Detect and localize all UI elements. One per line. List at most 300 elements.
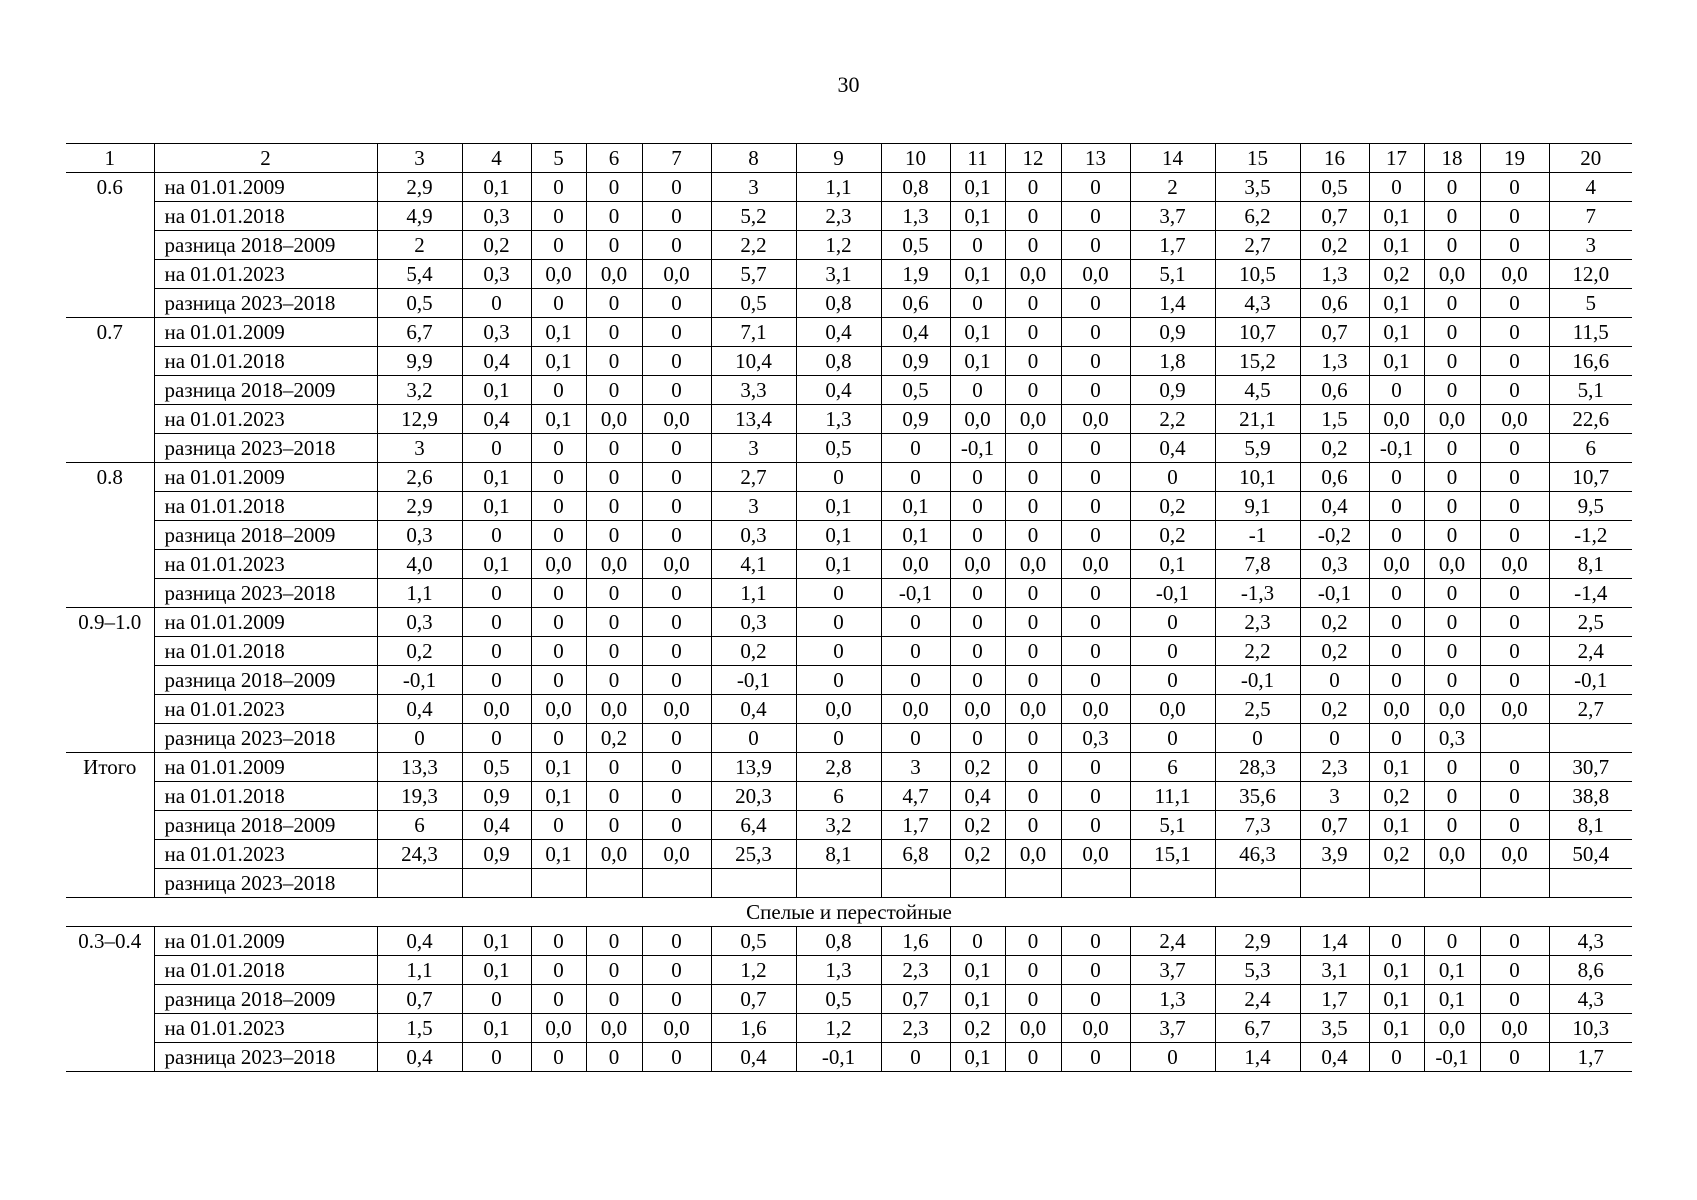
value-cell: 35,6 bbox=[1215, 782, 1300, 811]
value-cell: 0 bbox=[950, 666, 1005, 695]
value-cell: 0,2 bbox=[1300, 231, 1369, 260]
value-cell: 0 bbox=[881, 463, 950, 492]
value-cell: 0 bbox=[1424, 289, 1480, 318]
value-cell: 0,1 bbox=[796, 550, 881, 579]
value-cell: 0 bbox=[531, 202, 586, 231]
value-cell: 0 bbox=[1215, 724, 1300, 753]
value-cell: 16,6 bbox=[1549, 347, 1632, 376]
value-cell: 0 bbox=[1005, 637, 1061, 666]
value-cell: 3,7 bbox=[1130, 202, 1215, 231]
value-cell: 0 bbox=[1130, 637, 1215, 666]
value-cell: 0,3 bbox=[1300, 550, 1369, 579]
value-cell: 0,5 bbox=[796, 985, 881, 1014]
value-cell: 0 bbox=[1005, 463, 1061, 492]
value-cell: 5,3 bbox=[1215, 956, 1300, 985]
value-cell: 0 bbox=[1005, 811, 1061, 840]
value-cell: 0,0 bbox=[1005, 695, 1061, 724]
value-cell: 2 bbox=[377, 231, 462, 260]
value-cell: 0 bbox=[1005, 347, 1061, 376]
value-cell: 0,3 bbox=[711, 608, 796, 637]
value-cell: 3 bbox=[881, 753, 950, 782]
value-cell: 38,8 bbox=[1549, 782, 1632, 811]
value-cell: 2,7 bbox=[711, 463, 796, 492]
value-cell: 0 bbox=[1061, 202, 1130, 231]
value-cell: 0 bbox=[586, 521, 642, 550]
value-cell: 3 bbox=[711, 492, 796, 521]
section-row bbox=[66, 898, 1632, 927]
row-label: на 01.01.2023 bbox=[154, 550, 377, 579]
value-cell bbox=[531, 869, 586, 898]
value-cell: 0,6 bbox=[1300, 376, 1369, 405]
value-cell: 0 bbox=[586, 173, 642, 202]
value-cell: 0,0 bbox=[531, 695, 586, 724]
value-cell: 13,3 bbox=[377, 753, 462, 782]
value-cell: 0 bbox=[796, 637, 881, 666]
row-label: на 01.01.2009 bbox=[154, 608, 377, 637]
value-cell bbox=[1005, 869, 1061, 898]
value-cell: 0 bbox=[1061, 318, 1130, 347]
value-cell: 0,0 bbox=[1369, 695, 1424, 724]
density-group-label: 0.8 bbox=[66, 463, 154, 608]
value-cell: 0,8 bbox=[796, 289, 881, 318]
value-cell: 0,2 bbox=[950, 753, 1005, 782]
value-cell: 2,2 bbox=[711, 231, 796, 260]
value-cell: 0,8 bbox=[796, 927, 881, 956]
value-cell: 5,1 bbox=[1130, 811, 1215, 840]
value-cell: 1,6 bbox=[711, 1014, 796, 1043]
value-cell: 0 bbox=[642, 318, 711, 347]
value-cell: 0 bbox=[1005, 1043, 1061, 1072]
column-number: 20 bbox=[1549, 144, 1632, 173]
value-cell: 0 bbox=[586, 1043, 642, 1072]
column-number: 2 bbox=[154, 144, 377, 173]
value-cell: 0 bbox=[950, 579, 1005, 608]
value-cell: 2,8 bbox=[796, 753, 881, 782]
value-cell: 6,7 bbox=[1215, 1014, 1300, 1043]
table-row bbox=[66, 376, 1632, 405]
row-label: на 01.01.2023 bbox=[154, 260, 377, 289]
value-cell: 0 bbox=[586, 231, 642, 260]
value-cell: 1,5 bbox=[377, 1014, 462, 1043]
value-cell: 0,7 bbox=[1300, 202, 1369, 231]
value-cell: 0 bbox=[462, 637, 531, 666]
value-cell: -0,1 bbox=[796, 1043, 881, 1072]
value-cell: 0 bbox=[586, 347, 642, 376]
value-cell: 0,9 bbox=[1130, 376, 1215, 405]
value-cell: 0 bbox=[1480, 927, 1549, 956]
value-cell: 0 bbox=[586, 318, 642, 347]
table-row bbox=[66, 231, 1632, 260]
value-cell: 0,0 bbox=[642, 550, 711, 579]
value-cell: -0,1 bbox=[1549, 666, 1632, 695]
value-cell: 0,9 bbox=[881, 405, 950, 434]
value-cell: 15,1 bbox=[1130, 840, 1215, 869]
row-label: на 01.01.2018 bbox=[154, 347, 377, 376]
value-cell bbox=[642, 869, 711, 898]
value-cell: 0,4 bbox=[1300, 1043, 1369, 1072]
value-cell: 0,0 bbox=[1480, 550, 1549, 579]
value-cell: 0 bbox=[1005, 782, 1061, 811]
value-cell: 0 bbox=[1061, 956, 1130, 985]
value-cell: 0 bbox=[1480, 753, 1549, 782]
value-cell: 0,0 bbox=[1424, 840, 1480, 869]
value-cell: 0,0 bbox=[586, 550, 642, 579]
value-cell: 0,2 bbox=[377, 637, 462, 666]
column-number: 3 bbox=[377, 144, 462, 173]
value-cell: 3 bbox=[711, 434, 796, 463]
value-cell: 0,3 bbox=[377, 608, 462, 637]
value-cell: 0,1 bbox=[531, 318, 586, 347]
table-row bbox=[66, 260, 1632, 289]
column-number: 19 bbox=[1480, 144, 1549, 173]
value-cell: 1,7 bbox=[1300, 985, 1369, 1014]
value-cell: 0,1 bbox=[950, 202, 1005, 231]
value-cell: 1,9 bbox=[881, 260, 950, 289]
value-cell: -1 bbox=[1215, 521, 1300, 550]
value-cell: 0 bbox=[642, 1043, 711, 1072]
value-cell: 0 bbox=[1369, 724, 1424, 753]
value-cell: 1,3 bbox=[1300, 260, 1369, 289]
value-cell: 0 bbox=[642, 202, 711, 231]
value-cell: 0 bbox=[586, 492, 642, 521]
value-cell: 0 bbox=[586, 985, 642, 1014]
value-cell: 0 bbox=[1005, 289, 1061, 318]
value-cell: 9,9 bbox=[377, 347, 462, 376]
value-cell: 0 bbox=[1005, 376, 1061, 405]
value-cell: 0,4 bbox=[377, 1043, 462, 1072]
value-cell: 1,2 bbox=[796, 231, 881, 260]
table-row bbox=[66, 956, 1632, 985]
value-cell bbox=[1130, 869, 1215, 898]
value-cell: 2,2 bbox=[1215, 637, 1300, 666]
table-body bbox=[66, 144, 1632, 1072]
value-cell: 0 bbox=[1061, 608, 1130, 637]
value-cell: 0,0 bbox=[1369, 550, 1424, 579]
value-cell: 0,5 bbox=[377, 289, 462, 318]
value-cell: 0,4 bbox=[1130, 434, 1215, 463]
value-cell: 0 bbox=[1005, 724, 1061, 753]
value-cell: -0,1 bbox=[1369, 434, 1424, 463]
value-cell: 0 bbox=[642, 231, 711, 260]
value-cell: 0,5 bbox=[711, 289, 796, 318]
value-cell: 0,0 bbox=[1369, 405, 1424, 434]
value-cell: 0 bbox=[950, 521, 1005, 550]
value-cell: 0,8 bbox=[881, 173, 950, 202]
value-cell: 0,1 bbox=[881, 521, 950, 550]
value-cell: 0,2 bbox=[462, 231, 531, 260]
value-cell: -0,1 bbox=[377, 666, 462, 695]
value-cell: 11,5 bbox=[1549, 318, 1632, 347]
value-cell: 0,1 bbox=[462, 376, 531, 405]
value-cell: 6,7 bbox=[377, 318, 462, 347]
value-cell: 0 bbox=[1005, 173, 1061, 202]
value-cell: 0,9 bbox=[462, 782, 531, 811]
value-cell: 0,5 bbox=[881, 376, 950, 405]
value-cell: 0,9 bbox=[462, 840, 531, 869]
value-cell: 0 bbox=[1424, 579, 1480, 608]
value-cell: 6,8 bbox=[881, 840, 950, 869]
value-cell: 3,1 bbox=[796, 260, 881, 289]
value-cell: 0 bbox=[642, 289, 711, 318]
value-cell: 2,3 bbox=[881, 1014, 950, 1043]
value-cell: 0 bbox=[881, 608, 950, 637]
value-cell: 3,2 bbox=[377, 376, 462, 405]
value-cell: 0 bbox=[642, 637, 711, 666]
value-cell: 0,3 bbox=[462, 318, 531, 347]
value-cell: 0 bbox=[531, 927, 586, 956]
table-row bbox=[66, 347, 1632, 376]
value-cell: 10,7 bbox=[1549, 463, 1632, 492]
value-cell: 0 bbox=[1061, 463, 1130, 492]
value-cell: 0 bbox=[1480, 1043, 1549, 1072]
row-label: на 01.01.2023 bbox=[154, 695, 377, 724]
value-cell bbox=[1480, 724, 1549, 753]
value-cell: 2,9 bbox=[1215, 927, 1300, 956]
value-cell: 0 bbox=[586, 376, 642, 405]
value-cell: 0,7 bbox=[1300, 811, 1369, 840]
value-cell: 0 bbox=[1005, 927, 1061, 956]
value-cell: 30,7 bbox=[1549, 753, 1632, 782]
value-cell bbox=[1549, 869, 1632, 898]
value-cell: 0 bbox=[1005, 956, 1061, 985]
value-cell: 4,7 bbox=[881, 782, 950, 811]
value-cell: 2,9 bbox=[377, 173, 462, 202]
value-cell: 0,0 bbox=[1005, 260, 1061, 289]
value-cell: 50,4 bbox=[1549, 840, 1632, 869]
value-cell: 0 bbox=[1369, 608, 1424, 637]
value-cell: 8,1 bbox=[1549, 811, 1632, 840]
value-cell: 0 bbox=[1480, 463, 1549, 492]
value-cell: -0,1 bbox=[950, 434, 1005, 463]
value-cell: 0,0 bbox=[642, 1014, 711, 1043]
value-cell: 0 bbox=[462, 289, 531, 318]
value-cell: 0 bbox=[1480, 231, 1549, 260]
value-cell: 0,0 bbox=[1480, 1014, 1549, 1043]
value-cell bbox=[711, 869, 796, 898]
table-row bbox=[66, 434, 1632, 463]
value-cell: 3,7 bbox=[1130, 956, 1215, 985]
value-cell: 25,3 bbox=[711, 840, 796, 869]
value-cell: 0 bbox=[1424, 608, 1480, 637]
value-cell: 4,3 bbox=[1549, 927, 1632, 956]
value-cell: 0 bbox=[642, 579, 711, 608]
value-cell: 0,1 bbox=[462, 173, 531, 202]
column-number: 4 bbox=[462, 144, 531, 173]
value-cell: 0 bbox=[531, 173, 586, 202]
value-cell: 0 bbox=[1369, 666, 1424, 695]
value-cell: 0,0 bbox=[586, 695, 642, 724]
value-cell: 0 bbox=[1480, 521, 1549, 550]
value-cell: 21,1 bbox=[1215, 405, 1300, 434]
value-cell: 9,5 bbox=[1549, 492, 1632, 521]
value-cell: 0,2 bbox=[1130, 492, 1215, 521]
value-cell: 0,1 bbox=[1369, 231, 1424, 260]
value-cell: 15,2 bbox=[1215, 347, 1300, 376]
table-row bbox=[66, 927, 1632, 956]
value-cell: 0 bbox=[642, 376, 711, 405]
value-cell: 0,0 bbox=[796, 695, 881, 724]
value-cell: 0,4 bbox=[796, 376, 881, 405]
column-number: 1 bbox=[66, 144, 154, 173]
value-cell: 2,2 bbox=[1130, 405, 1215, 434]
value-cell: 0,1 bbox=[1424, 985, 1480, 1014]
value-cell: 0 bbox=[1480, 202, 1549, 231]
row-label: на 01.01.2023 bbox=[154, 1014, 377, 1043]
value-cell: 6,2 bbox=[1215, 202, 1300, 231]
row-label: на 01.01.2018 bbox=[154, 956, 377, 985]
value-cell: 0,1 bbox=[1369, 318, 1424, 347]
value-cell: 0 bbox=[1369, 173, 1424, 202]
value-cell: 0 bbox=[796, 666, 881, 695]
value-cell: 0,6 bbox=[1300, 463, 1369, 492]
value-cell: 0,2 bbox=[1130, 521, 1215, 550]
value-cell: 0 bbox=[531, 231, 586, 260]
table-row bbox=[66, 811, 1632, 840]
value-cell: 0 bbox=[1005, 231, 1061, 260]
value-cell: 0,0 bbox=[1480, 405, 1549, 434]
value-cell bbox=[1549, 724, 1632, 753]
table-row bbox=[66, 985, 1632, 1014]
value-cell: 0,1 bbox=[531, 753, 586, 782]
value-cell: 0 bbox=[462, 434, 531, 463]
row-label: разница 2018–2009 bbox=[154, 376, 377, 405]
value-cell: 0 bbox=[586, 434, 642, 463]
value-cell: 0,3 bbox=[462, 202, 531, 231]
value-cell: 0,1 bbox=[950, 956, 1005, 985]
value-cell: 0 bbox=[462, 1043, 531, 1072]
value-cell: 7 bbox=[1549, 202, 1632, 231]
value-cell: 0 bbox=[531, 492, 586, 521]
value-cell: 0,6 bbox=[1300, 289, 1369, 318]
value-cell: 1,7 bbox=[881, 811, 950, 840]
column-number: 9 bbox=[796, 144, 881, 173]
row-label: разница 2023–2018 bbox=[154, 579, 377, 608]
column-number: 12 bbox=[1005, 144, 1061, 173]
value-cell: 0 bbox=[1061, 492, 1130, 521]
value-cell: 0 bbox=[1005, 608, 1061, 637]
value-cell: 0,0 bbox=[1005, 550, 1061, 579]
value-cell: 0 bbox=[881, 637, 950, 666]
value-cell: 3,9 bbox=[1300, 840, 1369, 869]
value-cell: 0 bbox=[1424, 492, 1480, 521]
value-cell: 0,3 bbox=[1424, 724, 1480, 753]
column-number: 15 bbox=[1215, 144, 1300, 173]
value-cell: 2,3 bbox=[1215, 608, 1300, 637]
value-cell: 0,0 bbox=[881, 695, 950, 724]
value-cell: 0,4 bbox=[950, 782, 1005, 811]
value-cell: 0 bbox=[586, 811, 642, 840]
column-number: 17 bbox=[1369, 144, 1424, 173]
value-cell: 0 bbox=[881, 1043, 950, 1072]
value-cell: 5,9 bbox=[1215, 434, 1300, 463]
value-cell: 0,3 bbox=[711, 521, 796, 550]
row-label: на 01.01.2009 bbox=[154, 318, 377, 347]
value-cell: 0,1 bbox=[1369, 202, 1424, 231]
value-cell: 0 bbox=[1480, 956, 1549, 985]
column-number: 16 bbox=[1300, 144, 1369, 173]
value-cell: 10,1 bbox=[1215, 463, 1300, 492]
column-number: 13 bbox=[1061, 144, 1130, 173]
value-cell: 0 bbox=[1480, 608, 1549, 637]
value-cell: 0 bbox=[1061, 666, 1130, 695]
row-label: на 01.01.2018 bbox=[154, 492, 377, 521]
column-number: 8 bbox=[711, 144, 796, 173]
value-cell: 0,1 bbox=[1369, 753, 1424, 782]
value-cell: 0 bbox=[531, 985, 586, 1014]
value-cell: 1,4 bbox=[1215, 1043, 1300, 1072]
value-cell: 0 bbox=[1424, 666, 1480, 695]
value-cell: 0 bbox=[642, 492, 711, 521]
value-cell: 0 bbox=[1424, 782, 1480, 811]
value-cell: 0 bbox=[1130, 724, 1215, 753]
value-cell: 0 bbox=[1480, 985, 1549, 1014]
value-cell: 4,9 bbox=[377, 202, 462, 231]
table-row bbox=[66, 666, 1632, 695]
value-cell: 0 bbox=[950, 927, 1005, 956]
value-cell: 0 bbox=[1005, 521, 1061, 550]
table-row bbox=[66, 492, 1632, 521]
value-cell: 2,7 bbox=[1215, 231, 1300, 260]
density-group-label: Итого bbox=[66, 753, 154, 898]
value-cell: 6 bbox=[1130, 753, 1215, 782]
value-cell bbox=[586, 869, 642, 898]
row-label: на 01.01.2018 bbox=[154, 202, 377, 231]
value-cell: 0 bbox=[1480, 434, 1549, 463]
value-cell: 0,2 bbox=[1300, 608, 1369, 637]
value-cell: 0,0 bbox=[1480, 840, 1549, 869]
value-cell: 1,3 bbox=[881, 202, 950, 231]
value-cell: 0 bbox=[586, 666, 642, 695]
value-cell: 0 bbox=[586, 579, 642, 608]
value-cell: 0 bbox=[1424, 637, 1480, 666]
value-cell: 0 bbox=[1061, 985, 1130, 1014]
table-row bbox=[66, 782, 1632, 811]
density-group-label: 0.7 bbox=[66, 318, 154, 463]
value-cell: 0,4 bbox=[462, 347, 531, 376]
value-cell: 0,1 bbox=[881, 492, 950, 521]
value-cell: 0,2 bbox=[1369, 260, 1424, 289]
value-cell: 0 bbox=[1130, 608, 1215, 637]
value-cell: 3 bbox=[711, 173, 796, 202]
value-cell: 0 bbox=[586, 202, 642, 231]
value-cell: 0 bbox=[1480, 637, 1549, 666]
value-cell: 0,5 bbox=[1300, 173, 1369, 202]
value-cell: 0 bbox=[642, 782, 711, 811]
value-cell: 0,0 bbox=[881, 550, 950, 579]
value-cell: 0 bbox=[1424, 463, 1480, 492]
value-cell: 5,4 bbox=[377, 260, 462, 289]
value-cell: 3,7 bbox=[1130, 1014, 1215, 1043]
value-cell: 0 bbox=[586, 956, 642, 985]
value-cell: 0 bbox=[1424, 318, 1480, 347]
value-cell: 0 bbox=[586, 463, 642, 492]
value-cell: 0,1 bbox=[1369, 289, 1424, 318]
value-cell: 0 bbox=[950, 492, 1005, 521]
value-cell: 0 bbox=[531, 666, 586, 695]
row-label: разница 2018–2009 bbox=[154, 666, 377, 695]
value-cell: 1,7 bbox=[1549, 1043, 1632, 1072]
header-row bbox=[66, 144, 1632, 173]
value-cell: 0,1 bbox=[796, 492, 881, 521]
value-cell: 5,1 bbox=[1549, 376, 1632, 405]
value-cell: 0,4 bbox=[1300, 492, 1369, 521]
value-cell: 0 bbox=[462, 521, 531, 550]
value-cell: 0,4 bbox=[377, 927, 462, 956]
value-cell: 10,3 bbox=[1549, 1014, 1632, 1043]
value-cell: 0 bbox=[1424, 173, 1480, 202]
value-cell: 2,3 bbox=[796, 202, 881, 231]
value-cell: 0 bbox=[950, 637, 1005, 666]
